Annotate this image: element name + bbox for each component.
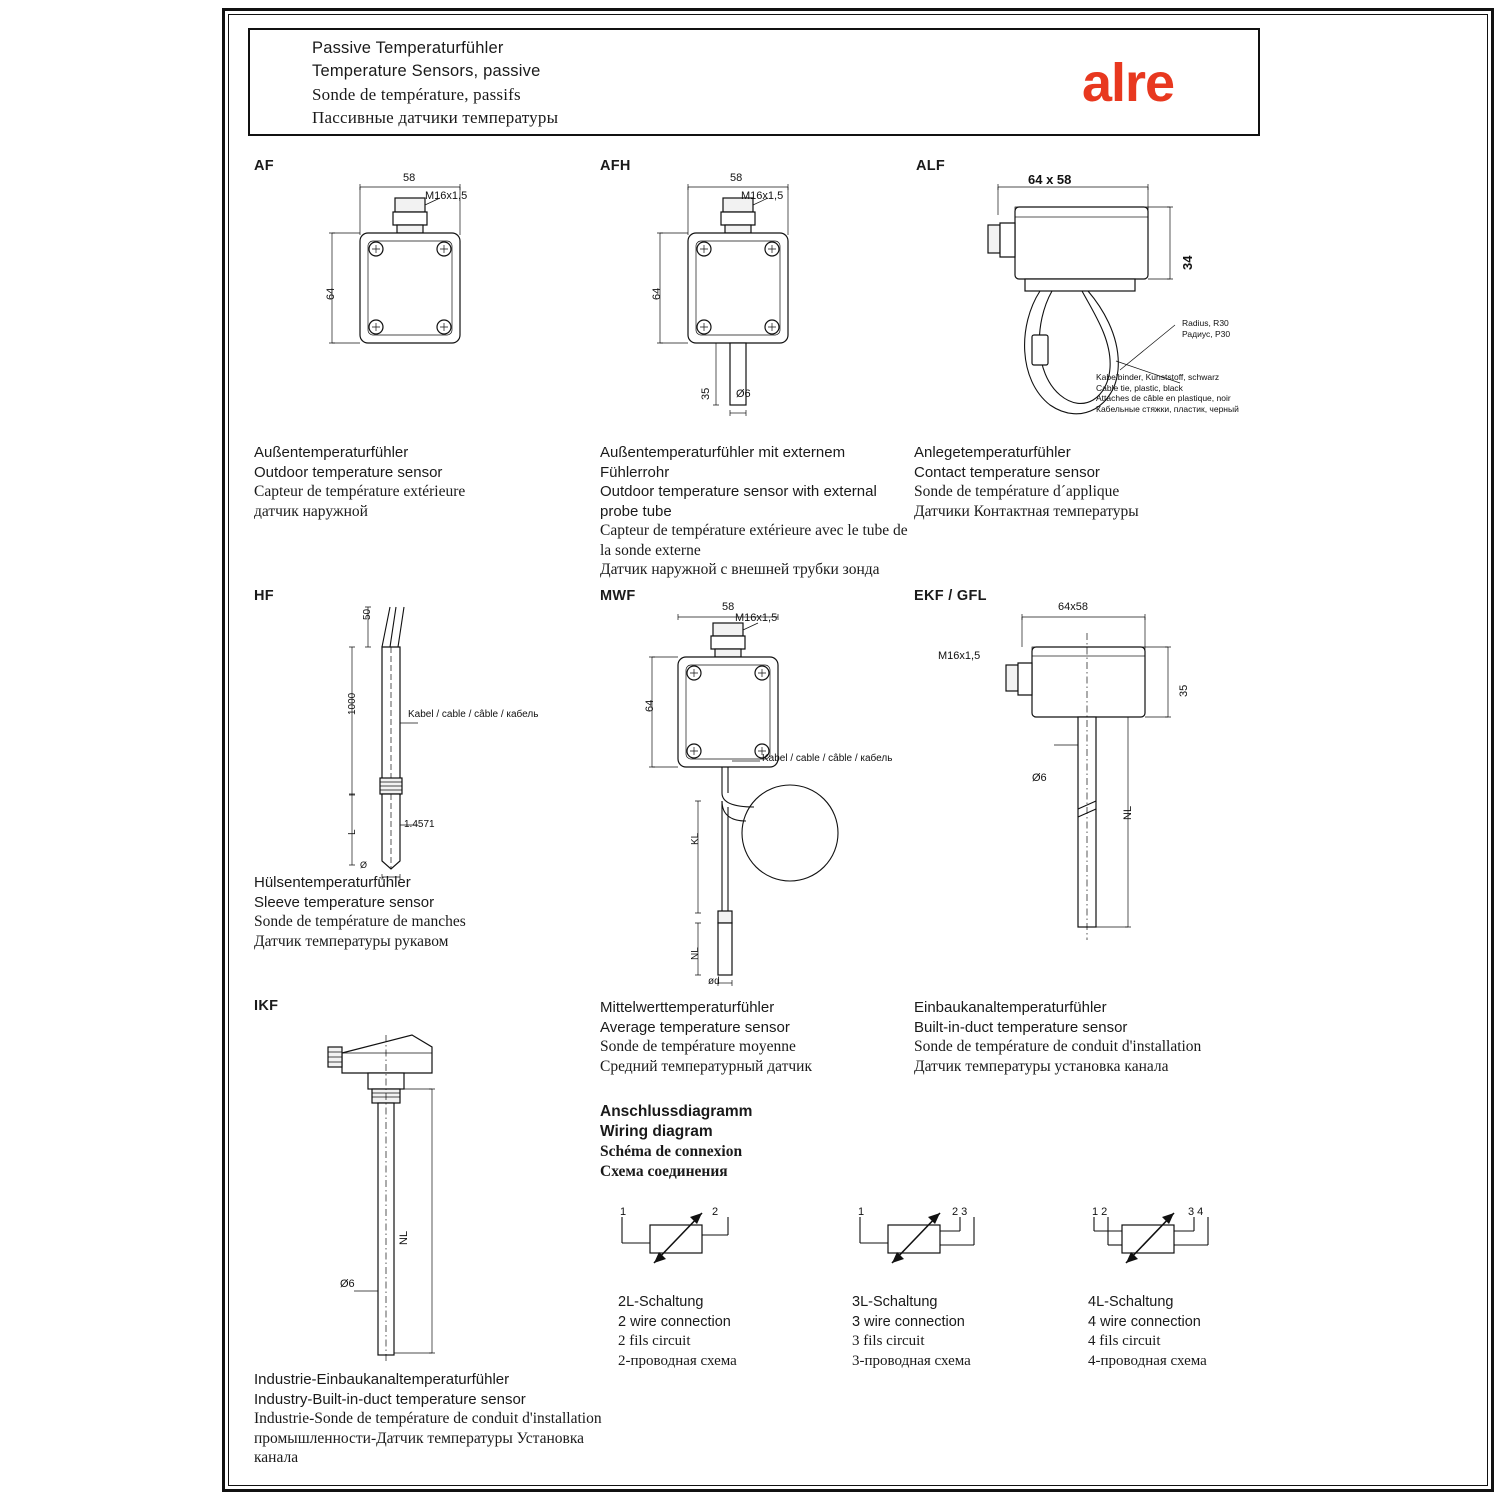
mwf-dim-tube: NL [690,947,701,960]
alf-note-radius-ru: Радиус, Р30 [1182,328,1231,339]
wiring-4l-terminal-right: 3 4 [1188,1206,1204,1218]
hf-material-label: 1.4571 [404,819,435,830]
wiring-2l-symbol [618,1205,748,1285]
wiring-2l-en: 2 wire connection [618,1313,731,1330]
ekf-dim-housing: 64x58 [1058,601,1088,613]
alf-note-cabletie [1096,372,1271,414]
af-dim-height: 64 [325,287,337,300]
wiring-2l-ru: 2-проводная схема [618,1352,737,1369]
af-dim-width: 58 [403,172,416,184]
mwf-ru: Средний температурный датчик [600,1057,812,1075]
hf-de: Hülsentemperaturfühler [254,874,411,891]
hf-dim-dia: Ø [360,860,368,870]
product-desc-ekf [914,998,1244,1076]
mwf-dim-height: 64 [644,699,656,712]
wiring-3l-fr: 3 fils circuit [852,1333,925,1349]
ikf-dim-probe-len: NL [398,1230,410,1245]
ekf-en: Built-in-duct temperature sensor [914,1018,1128,1036]
ekf-dim-probe-dia: Ø6 [1032,772,1047,784]
af-dim-thread: M16x1,5 [425,190,468,202]
alf-note-tie-fr: Attaches de câble en plastique, noir [1096,393,1231,403]
mwf-dim-dia: ød [708,976,720,987]
alf-dim-housing: 64 x 58 [1028,172,1072,187]
wiring-4l-ru: 4-проводная схема [1088,1352,1207,1369]
hf-dim-insert: L [347,829,358,835]
alf-note-radius [1182,318,1302,339]
afh-dim-thread: M16x1,5 [741,190,784,202]
product-desc-hf [254,873,574,951]
wiring-title [600,1102,752,1182]
hf-dim-strip: 50 [362,608,373,620]
logo-text: alre [1082,53,1175,113]
wiring-4l-en: 4 wire connection [1088,1313,1201,1330]
alf-note-tie-ru: Кабельные стяжки, пластик, черный [1096,403,1239,414]
ikf-dim-probe-dia: Ø6 [340,1278,355,1290]
wiring-3l-de: 3L-Schaltung [852,1294,938,1310]
product-desc-af [254,443,574,521]
wiring-4l-symbol [1090,1205,1235,1285]
mwf-dim-width: 58 [722,601,735,613]
wiring-2l-caption [618,1293,737,1371]
alf-ru: Датчики Контактная температуры [914,502,1139,520]
ekf-dim-thread: M16x1,5 [938,650,981,662]
afh-de: Außentemperaturfühler mit externem Fühlerrohr [600,444,846,481]
wiring-title-en: Wiring diagram [600,1123,713,1140]
wiring-4l-caption [1088,1293,1207,1371]
wiring-3l-symbol [856,1205,996,1285]
ekf-dim-height: 35 [1178,684,1190,697]
wiring-4l-terminal-left: 1 2 [1092,1206,1108,1218]
ekf-de: Einbaukanaltemperaturfühler [914,999,1107,1016]
ikf-ru: промышленности-Датчик температуры Установка канала [254,1429,585,1466]
alre-logo [1082,52,1242,114]
product-code-afh: AFH [600,158,631,174]
alf-en: Contact temperature sensor [914,463,1100,481]
mwf-cable-label: Kabel / cable / câble / кабель [762,753,893,764]
afh-en: Outdoor temperature sensor with external probe tube [600,483,877,520]
wiring-title-fr: Schéma de connexion [600,1143,743,1160]
ikf-fr: Industrie-Sonde de température de conduit d'installation [254,1410,602,1427]
hf-ru: Датчик температуры рукавом [254,932,449,950]
afh-drawing [630,165,920,435]
product-desc-alf [914,443,1244,521]
wiring-3l-en: 3 wire connection [852,1313,965,1330]
wiring-3l-terminal-left: 1 [858,1206,865,1218]
product-code-ekf: EKF / GFL [914,588,987,604]
wiring-2l-fr: 2 fils circuit [618,1333,691,1349]
mwf-drawing [630,595,930,995]
title-ru: Пассивные датчики температуры [312,108,559,127]
wiring-3l-ru: 3-проводная схема [852,1352,971,1369]
mwf-fr: Sonde de température moyenne [600,1038,796,1055]
af-en: Outdoor temperature sensor [254,463,443,481]
product-code-alf: ALF [916,158,946,174]
product-desc-ikf [254,1370,604,1468]
afh-dim-width: 58 [730,172,743,184]
alf-note-tie-de: Kabelbinder, Kunststoff, schwarz [1096,372,1220,382]
title-en: Temperature Sensors, passive [312,62,541,80]
product-code-hf: HF [254,588,274,604]
hf-drawing [330,595,560,885]
alf-note-radius-de: Radius, R30 [1182,318,1229,328]
ikf-de: Industrie-Einbaukanaltemperaturfühler [254,1371,510,1388]
alf-dim-height: 34 [1180,255,1195,270]
wiring-title-ru: Схема соединения [600,1163,728,1180]
alf-de: Anlegetemperaturfühler [914,444,1071,461]
product-code-mwf: MWF [600,588,636,604]
wiring-title-de: Anschlussdiagramm [600,1103,753,1120]
ekf-ru: Датчик температуры установка канала [914,1057,1169,1075]
wiring-2l-de: 2L-Schaltung [618,1294,704,1310]
af-ru: датчик наружной [254,502,368,520]
ikf-drawing [300,1005,560,1355]
alf-note-tie-en: Cable tie, plastic, black [1096,382,1183,393]
afh-dim-height: 64 [651,287,663,300]
mwf-de: Mittelwerttemperaturfühler [600,999,775,1016]
product-desc-afh [600,443,910,580]
ikf-en: Industry-Built-in-duct temperature sensor [254,1390,526,1408]
afh-dim-probe-len: 35 [700,387,712,400]
wiring-2l-terminal-right: 2 [712,1206,719,1218]
wiring-4l-de: 4L-Schaltung [1088,1294,1174,1310]
mwf-dim-thread: M16x1,5 [735,612,778,624]
title-de: Passive Temperaturfühler [312,39,504,57]
product-code-ikf: IKF [254,998,279,1014]
wiring-2l-terminal-left: 1 [620,1206,627,1218]
afh-dim-probe-dia: Ø6 [736,388,751,400]
title-text [312,37,558,129]
hf-fr: Sonde de température de manches [254,913,466,930]
product-desc-mwf [600,998,920,1076]
mwf-dim-coil: KL [690,832,701,845]
af-fr: Capteur de température extérieure [254,483,466,500]
af-de: Außentemperaturfühler [254,444,409,461]
title-block [248,28,1260,136]
hf-dim-cable: 1000 [347,692,358,715]
hf-cable-label: Kabel / cable / câble / кабель [408,709,539,720]
title-fr: Sonde de température, passifs [312,85,521,104]
hf-en: Sleeve temperature sensor [254,893,435,911]
ekf-dim-probe-len: NL [1122,805,1134,820]
wiring-3l-terminal-right: 2 3 [952,1206,968,1218]
afh-fr: Capteur de température extérieure avec le tube de la sonde externe [600,522,908,559]
ekf-fr: Sonde de température de conduit d'installation [914,1038,1202,1055]
product-code-af: AF [254,158,274,174]
alf-fr: Sonde de température d´applique [914,483,1120,500]
afh-ru: Датчик наружной с внешней трубки зонда [600,561,880,578]
wiring-4l-fr: 4 fils circuit [1088,1333,1161,1349]
wiring-3l-caption [852,1293,971,1371]
mwf-en: Average temperature sensor [600,1018,790,1036]
